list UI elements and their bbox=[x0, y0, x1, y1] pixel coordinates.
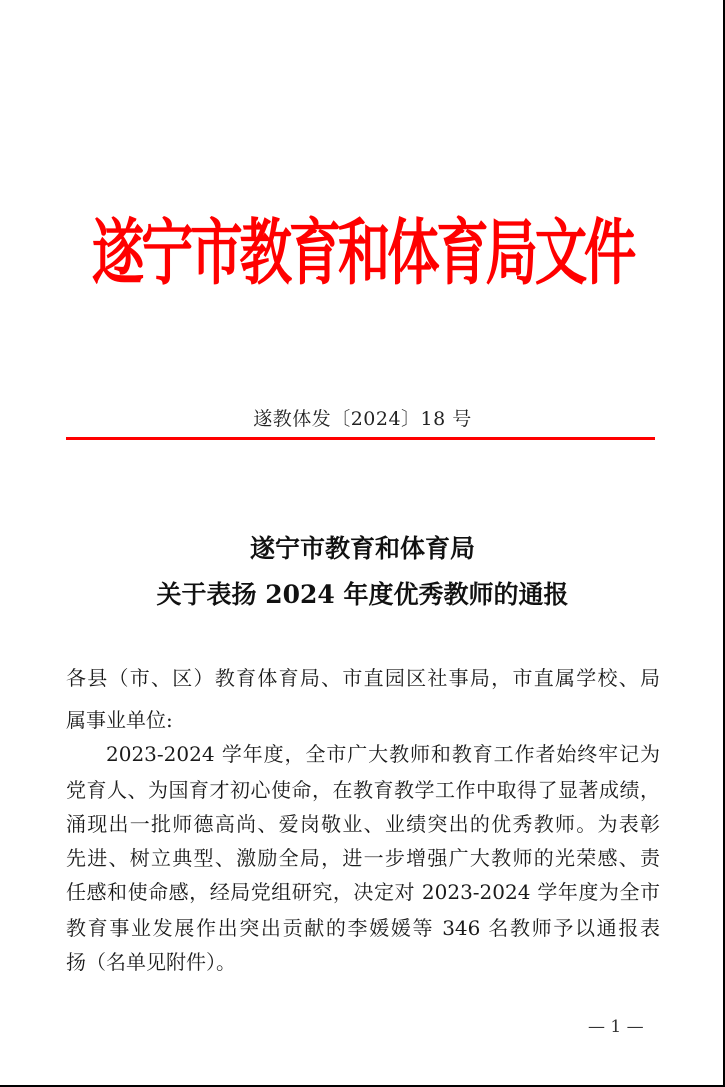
addressee-line-2: 属事业单位: bbox=[66, 708, 173, 732]
title-subject: 关于表扬 2024 年度优秀教师的通报 bbox=[156, 580, 569, 609]
title-issuer: 遂宁市教育和体育局 bbox=[249, 534, 475, 563]
paragraph-line-5: 任感和使命感，经局党组研究，决定对 2023-2024 学年度为全市 bbox=[66, 880, 660, 904]
page-number: — 1 — bbox=[588, 1017, 644, 1037]
paragraph-line-7: 扬（名单见附件）。 bbox=[66, 950, 236, 974]
paragraph-line-1: 2023-2024 学年度，全市广大教师和教育工作者始终牢记为 bbox=[106, 742, 660, 766]
paragraph-line-6: 教育事业发展作出突出贡献的李媛媛等 346 名教师予以通报表 bbox=[66, 916, 660, 940]
paragraph-line-2: 党育人、为国育才初心使命，在教育教学工作中取得了显著成绩， bbox=[66, 778, 660, 802]
paragraph-line-4: 先进、树立典型、激励全局，进一步增强广大教师的光荣感、责 bbox=[66, 846, 660, 870]
paragraph-line-3: 涌现出一批师德高尚、爱岗敬业、业绩突出的优秀教师。为表彰 bbox=[66, 812, 660, 836]
document-masthead: 遂宁市教育和体育局文件 bbox=[91, 211, 634, 296]
addressee-line-1: 各县（市、区）教育体育局、市直园区社事局，市直属学校、局 bbox=[66, 666, 660, 690]
red-divider-rule bbox=[66, 437, 655, 440]
document-number: 遂教体发〔2024〕18 号 bbox=[253, 408, 472, 430]
